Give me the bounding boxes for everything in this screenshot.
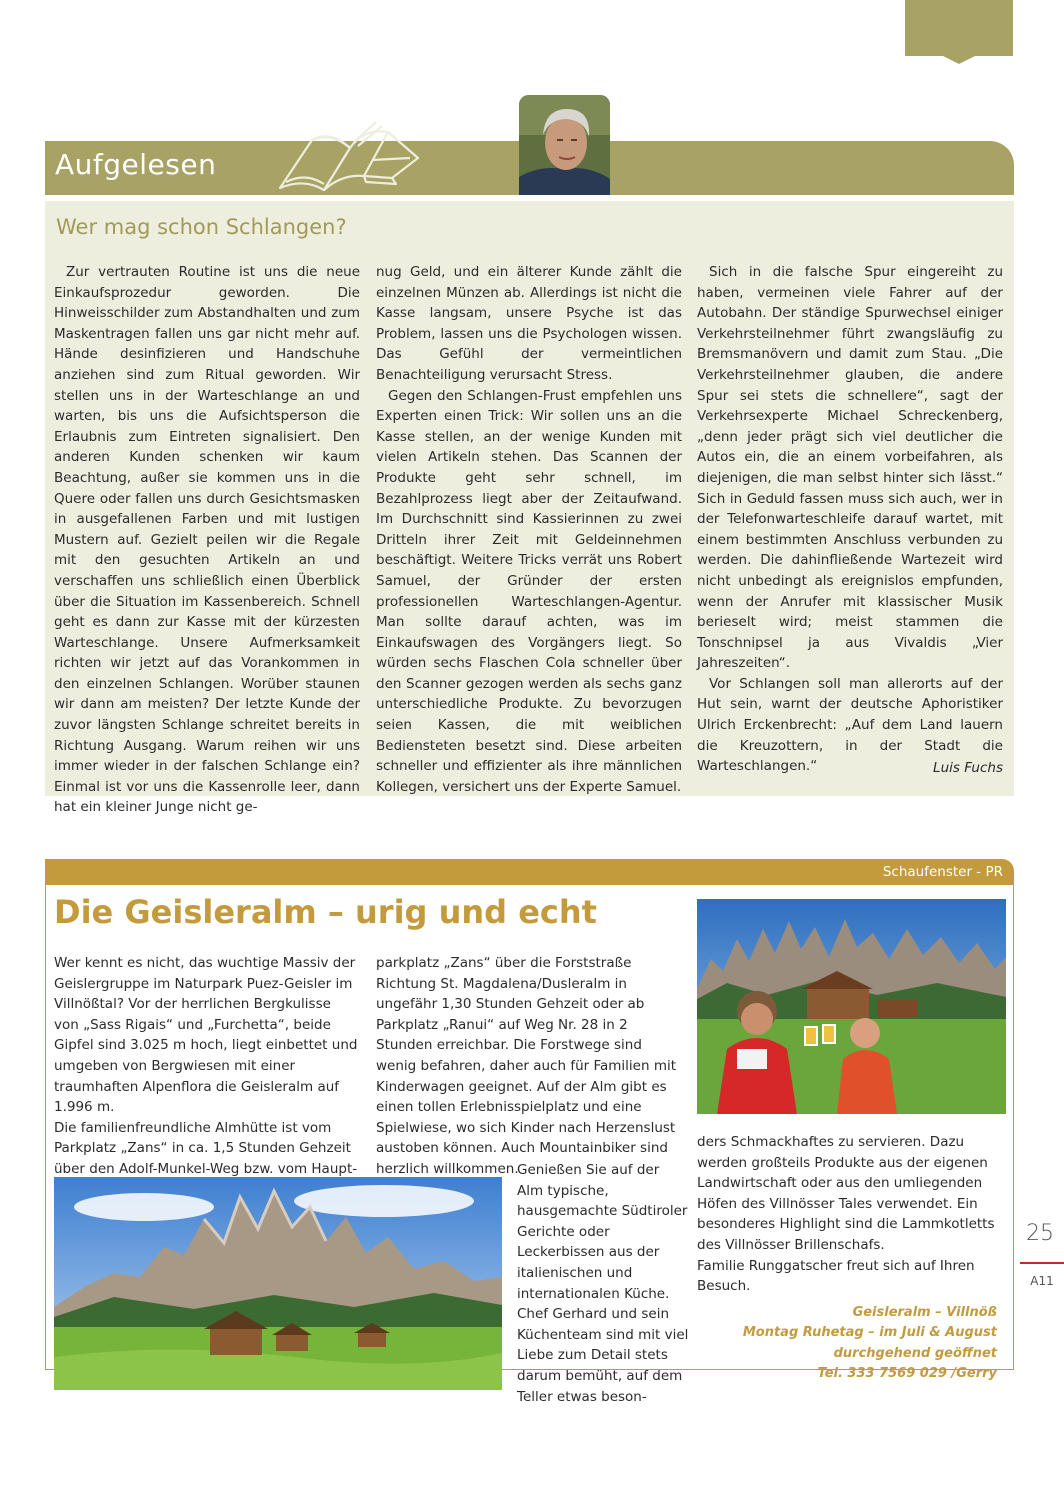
- article-column-1: [54, 262, 360, 818]
- ad-paragraph: Genießen Sie auf der Alm typische, hausgemachte Südtiroler Gerichte oder Leckerbissen aus der italienischen und internationalen Küche. Chef Gerhard und sein Küchenteam sind mit viel Liebe zum Detail stets darum bemüht, auf dem Teller etwas beson-: [517, 1162, 689, 1405]
- article-paragraph: Gegen den Schlangen-Frust empfehlen uns Experten einen Trick: Wir sollen uns an die Kasse stellen, an der wenige Kunden mit vielen Artikeln stehen. Das Scannen der Produkte geht sehr schnell, im Bezahlprozess liegt aber der Zeitaufwand. Im Durchschnitt sind Kassierinnen zu zwei Dritteln ihrer Zeit mit Geldeinnehmen beschäftigt. Weitere Tricks verrät uns Robert Samuel, der Gründer der ersten professionellen Warteschlangen-Agentur. Man sollte darauf achten, was im Einkaufswagen des Vorgängers liegt. So würden sechs Flaschen Cola schneller über den Scanner gezogen werden als sechs ganz unterschiedliche Produkte. Zu bevorzugen seien Kassen, die mit weiblichen Bediensteten besetzt sind. Diese arbeiten schneller und effizienter als ihre männlichen Kollegen, versichert uns der Experte Samuel.: [376, 387, 682, 795]
- page-number-rule: [1020, 1262, 1064, 1264]
- article-paragraph: nug Geld, und ein älterer Kunde zählt die einzelnen Münzen ab. Allerdings ist nicht die Kasse langsam, unsere Psyche ist das Problem, lassen uns die Psychologen wissen. Das Gefühl der vermeintlichen Benachteiligung verursacht Stress.: [376, 264, 682, 383]
- ad-headline: Die Geisleralm – urig und echt: [54, 893, 597, 931]
- article-paragraph: Sich in die falsche Spur eingereiht zu haben, vermeinen viele Fahrer auf der Autobahn. Der ständige Spurwechsel einiger Verkehrsteilnehmer führt zwangsläufig zu Bremsmanövern und damit zum Stau. „Die Verkehrsteilnehmer glauben, die andere Spur sei stets die schnellere“, sagt der Verkehrsexperte Michael Schreckenberg, „denn jeder prägt sich viel deutlicher die Autos ein, die an einem vorbeifahren, als diejenigen, die man selbst hinter sich lässt.“ Sich in Geduld fassen muss sich auch, wer in der Telefonwarteschleife darauf wartet, mit einem bestimmten Anschluss verbunden zu werden. Die dahinfließende Wartezeit wird nicht unbedingt als ereignislos empfunden, wenn der Anrufer mit klassischer Musik berieselt wird; meist stammen die Tonschnipsel ja aus Vivaldis „Vier Jahreszeiten“.: [697, 264, 1003, 672]
- ad-column-2: [376, 953, 686, 1180]
- ad-paragraph: ders Schmackhaftes zu servieren. Dazu werden großteils Produkte aus der eigenen Landwirtschaft oder aus den umliegenden Höfen des Villnösser Tales verwendet. Ein besonderes Highlight sind die Lammkotletts des Villnösser Brillenschafs.: [697, 1134, 995, 1253]
- contact-hours: Montag Ruhetag – im Juli & August: [742, 1325, 997, 1341]
- page-number: 25: [1026, 1221, 1054, 1246]
- article-title: Wer mag schon Schlangen?: [56, 215, 347, 239]
- ad-paragraph: Wer kennt es nicht, das wuchtige Massiv der Geislergruppe im Naturpark Puez-Geisler im Villnößtal? Vor der herrlichen Bergkulisse von „Sass Rigais“ und „Furchetta“, beide Gipfel sind 3.025 m hoch, liegt einbettet und umgeben von Bergwiesen mit einer traumhaften Alpenflora die Geisleralm auf 1.996 m.: [54, 955, 358, 1116]
- page-code: A11: [1030, 1274, 1054, 1288]
- corner-tab: [905, 0, 1013, 64]
- open-book-icon: [272, 118, 422, 192]
- contact-name: Geisleralm – Villnöß: [852, 1305, 997, 1320]
- ad-contact-block: [697, 1303, 997, 1384]
- article-paragraph: Vor Schlangen soll man allerorts auf der Hut sein, warnt der deutsche Aphoristiker Ulrich Erckenbrecht: „Auf dem Land lauern die Kreuzottern, in der Stadt die Warteschlangen.“: [697, 675, 1003, 775]
- section-title: Aufgelesen: [55, 148, 217, 181]
- ad-paragraph: Familie Runggatscher freut sich auf Ihren Besuch.: [697, 1257, 975, 1295]
- article-paragraph: Zur vertrauten Routine ist uns die neue Einkaufsprozedur geworden. Die Hinweisschilder zum Abstandhalten und zum Maskentragen fallen uns gar nicht mehr auf. Hände desinfizieren und Handschuhe anziehen sind zum Ritual geworden. Wir stellen uns in der Warteschlange an und warten, bis uns die Aufsichtsperson die Erlaubnis zum Eintreten signalisiert. Den anderen Kunden schenken wir kaum Beachtung, außer sie kommen uns in die Quere oder fallen uns durch Gesichtsmasken in ausgefallenen Farben und mit lustigen Mustern auf. Gezielt peilen wir die Regale mit den gesuchten Artikeln an und verschaffen uns schließlich einen Überblick über die Situation im Kassenbereich. Schnell geht es dann zur Kasse mit der kürzesten Warteschlange. Unsere Aufmerksamkeit richten wir jetzt auf das Vorankommen in den einzelnen Schlangen. Worüber staunen wir dann am meisten? Der letzte Kunde der zuvor längsten Schlange schreitet bereits in Richtung Ausgang. Warum reihen wir uns immer wieder in der falschen Schlange ein? Einmal ist vor uns die Kassenrolle leer, dann hat ein kleiner Junge nicht ge-: [54, 264, 360, 816]
- article-column-2: [376, 262, 682, 797]
- ad-column-3: [697, 1132, 1002, 1297]
- author-signature: Luis Fuchs: [933, 760, 1003, 776]
- ad-column-1: [54, 953, 360, 1180]
- photo-bikers-toasting: [697, 899, 1006, 1114]
- ad-paragraph: Die familienfreundliche Almhütte ist vom Parkplatz „Zans“ in ca. 1,5 Stunden Gehzeit über den Adolf-Munkel-Weg bzw. vom Haupt-: [54, 1119, 358, 1177]
- contact-hours-note: durchgehend geöffnet: [833, 1345, 997, 1361]
- ad-paragraph: parkplatz „Zans“ über die Forststraße Richtung St. Magdalena/Dusleralm in ungefähr 1,30 Stunden Gehzeit oder ab Parkplatz „Ranui“ auf Weg Nr. 28 in 2 Stunden erreichbar. Die Forstwege sind wenig befahren, daher auch für Familien mit Kinderwagen geeignet. Auf der Alm gibt es einen tollen Erlebnisspielplatz und eine Spielwiese, wo sich Kinder nach Herzenslust austoben können. Auch Mountainbiker sind herzlich willkommen.: [376, 955, 677, 1177]
- ad-column-2-continued: [517, 1160, 689, 1407]
- author-portrait: [519, 95, 610, 195]
- article-column-3: [697, 262, 1003, 777]
- photo-geisleralm-panorama: [54, 1177, 502, 1390]
- ad-label: Schaufenster - PR: [882, 864, 1003, 880]
- contact-phone: Tel. 333 7569 029 /Gerry: [817, 1365, 997, 1381]
